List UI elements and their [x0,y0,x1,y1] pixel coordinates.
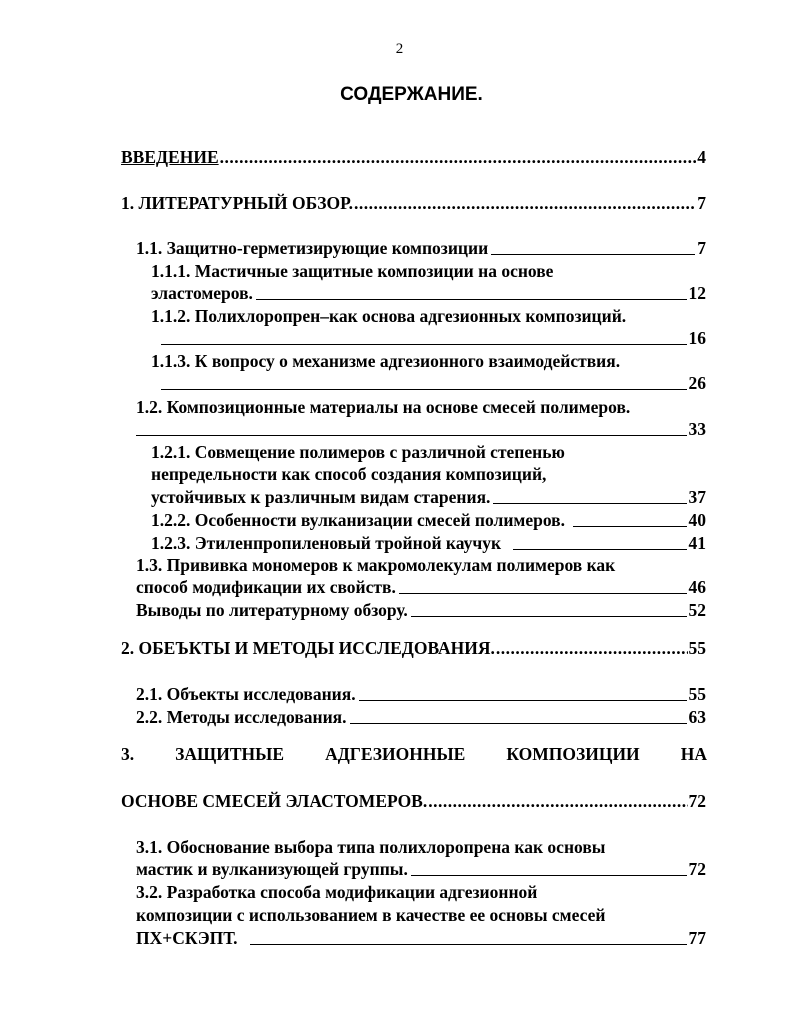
toc-entry-3-2-line2[interactable]: композиции с использованием в качестве ее основы смесей [136,905,606,925]
toc-leader-line [359,700,687,701]
toc-entry-2-2[interactable] [136,706,706,728]
page-number: 2 [395,41,404,57]
toc-entry-1-1-1[interactable] [151,282,706,304]
toc-entry-1-1-3[interactable] [161,372,706,394]
toc-page-number: 7 [697,193,706,213]
toc-entry-1-2-1-line1[interactable]: 1.2.1. Совмещение полимеров с различной степенью [151,442,565,462]
toc-leader-dots [496,637,688,659]
toc-entry-1-2-2[interactable] [151,509,706,531]
toc-page-number: 26 [688,373,706,393]
toc-entry-1-2-line1[interactable]: 1.2. Композиционные материалы на основе смесей полимеров. [136,397,631,417]
toc-entry-chapter-1[interactable] [121,192,706,214]
toc-word: ЗАЩИТНЫЕ [175,744,285,764]
toc-entry-chapter-3[interactable] [121,790,706,812]
toc-leader-line [513,549,686,550]
toc-entry-text: Выводы по литературному обзору. [136,600,408,620]
toc-entry-intro[interactable] [121,146,706,168]
toc-leader-dots [354,192,696,214]
toc-entry-text: способ модификации их свойств. [136,577,396,597]
toc-entry-1-1-1-line1[interactable]: 1.1.1. Мастичные защитные композиции на основе [151,261,554,281]
toc-page-number: 41 [688,533,706,553]
toc-word: НА [680,744,707,764]
toc-leader-line [250,944,687,945]
toc-page-number: 55 [688,638,706,658]
toc-page-number: 55 [688,684,706,704]
toc-leader-dots [428,790,687,812]
toc-page-number: 4 [697,147,706,167]
toc-entry-3-2-line1[interactable]: 3.2. Разработка способа модификации адгезионной [136,882,538,902]
toc-entry-text: ВВЕДЕНИЕ [121,147,219,167]
toc-leader-line [411,875,687,876]
toc-page-number: 16 [688,328,706,348]
toc-page-number: 33 [688,419,706,439]
toc-entry-3-2[interactable] [136,927,706,949]
toc-entry-text: устойчивых к различным видам старения. [151,487,491,507]
toc-entry-3-1[interactable] [136,858,706,880]
toc-entry-text: мастик и вулканизующей группы. [136,859,408,879]
toc-word: 3. [121,744,135,764]
toc-entry-1-2-1[interactable] [151,486,706,508]
toc-entry-1-1-3-line1[interactable]: 1.1.3. К вопросу о механизме адгезионного взаимодействия. [151,351,621,371]
toc-page-number: 72 [688,791,706,811]
toc-page-number: 63 [688,707,706,727]
toc-entry-text: 2.1. Объекты исследования. [136,684,356,704]
toc-leader-dots [220,146,697,168]
toc-leader-line [350,723,687,724]
toc-leader-line [493,503,686,504]
toc-page-number: 46 [688,577,706,597]
toc-entry-text: 2. ОБЕЪКТЫ И МЕТОДЫ ИССЛЕДОВАНИЯ. [121,638,495,658]
toc-leader-line [411,616,687,617]
toc-page-number: 37 [688,487,706,507]
toc-entry-text: ОСНОВЕ СМЕСЕЙ ЭЛАСТОМЕРОВ. [121,791,428,811]
toc-entry-3-1-line1[interactable]: 3.1. Обоснование выбора типа полихлоропрена как основы [136,837,606,857]
toc-page-number: 52 [688,600,706,620]
toc-entry-1-2[interactable] [136,418,706,440]
toc-leader-line [161,344,687,345]
toc-page-number: 72 [688,859,706,879]
toc-entry-text: 1.2.2. Особенности вулканизации смесей полимеров. [151,510,565,530]
toc-entry-text: ПХ+СКЭПТ. [136,928,238,948]
toc-entry-chapter-3-line1[interactable] [121,743,707,765]
toc-leader-line [399,593,687,594]
toc-page-number: 7 [697,238,706,258]
page-title: СОДЕРЖАНИЕ. [340,84,483,105]
toc-page-number: 77 [688,928,706,948]
toc-page-number: 12 [688,283,706,303]
toc-word: КОМПОЗИЦИИ [506,744,640,764]
toc-entry-1-2-3[interactable] [151,532,706,554]
toc-entry-text: эластомеров. [151,283,253,303]
toc-entry-text: 1.1. Защитно-герметизирующие композиции [136,238,489,258]
toc-entry-1-3-line1[interactable]: 1.3. Прививка мономеров к макромолекулам полимеров как [136,555,616,575]
toc-word: АДГЕЗИОННЫЕ [325,744,466,764]
toc-entry-1-1-2[interactable] [161,327,706,349]
toc-entry-1-1[interactable] [136,237,706,259]
toc-entry-text: 1. ЛИТЕРАТУРНЫЙ ОБЗОР. [121,193,353,213]
toc-page-number: 40 [688,510,706,530]
toc-entry-conclusions[interactable] [136,599,706,621]
toc-entry-1-2-1-line2[interactable]: непредельности как способ создания композиций, [151,464,547,484]
toc-entry-chapter-2[interactable] [121,637,706,659]
toc-leader-line [136,435,687,436]
toc-entry-2-1[interactable] [136,683,706,705]
toc-entry-1-3[interactable] [136,576,706,598]
toc-leader-line [161,389,687,390]
toc-leader-line [256,299,687,300]
toc-entry-text: 2.2. Методы исследования. [136,707,347,727]
toc-leader-line [573,526,687,527]
toc-entry-text: 1.2.3. Этиленпропиленовый тройной каучук [151,533,502,553]
toc-entry-1-1-2-line1[interactable]: 1.1.2. Полихлоропрен–как основа адгезионных композиций. [151,306,627,326]
toc-leader-line [491,254,695,255]
